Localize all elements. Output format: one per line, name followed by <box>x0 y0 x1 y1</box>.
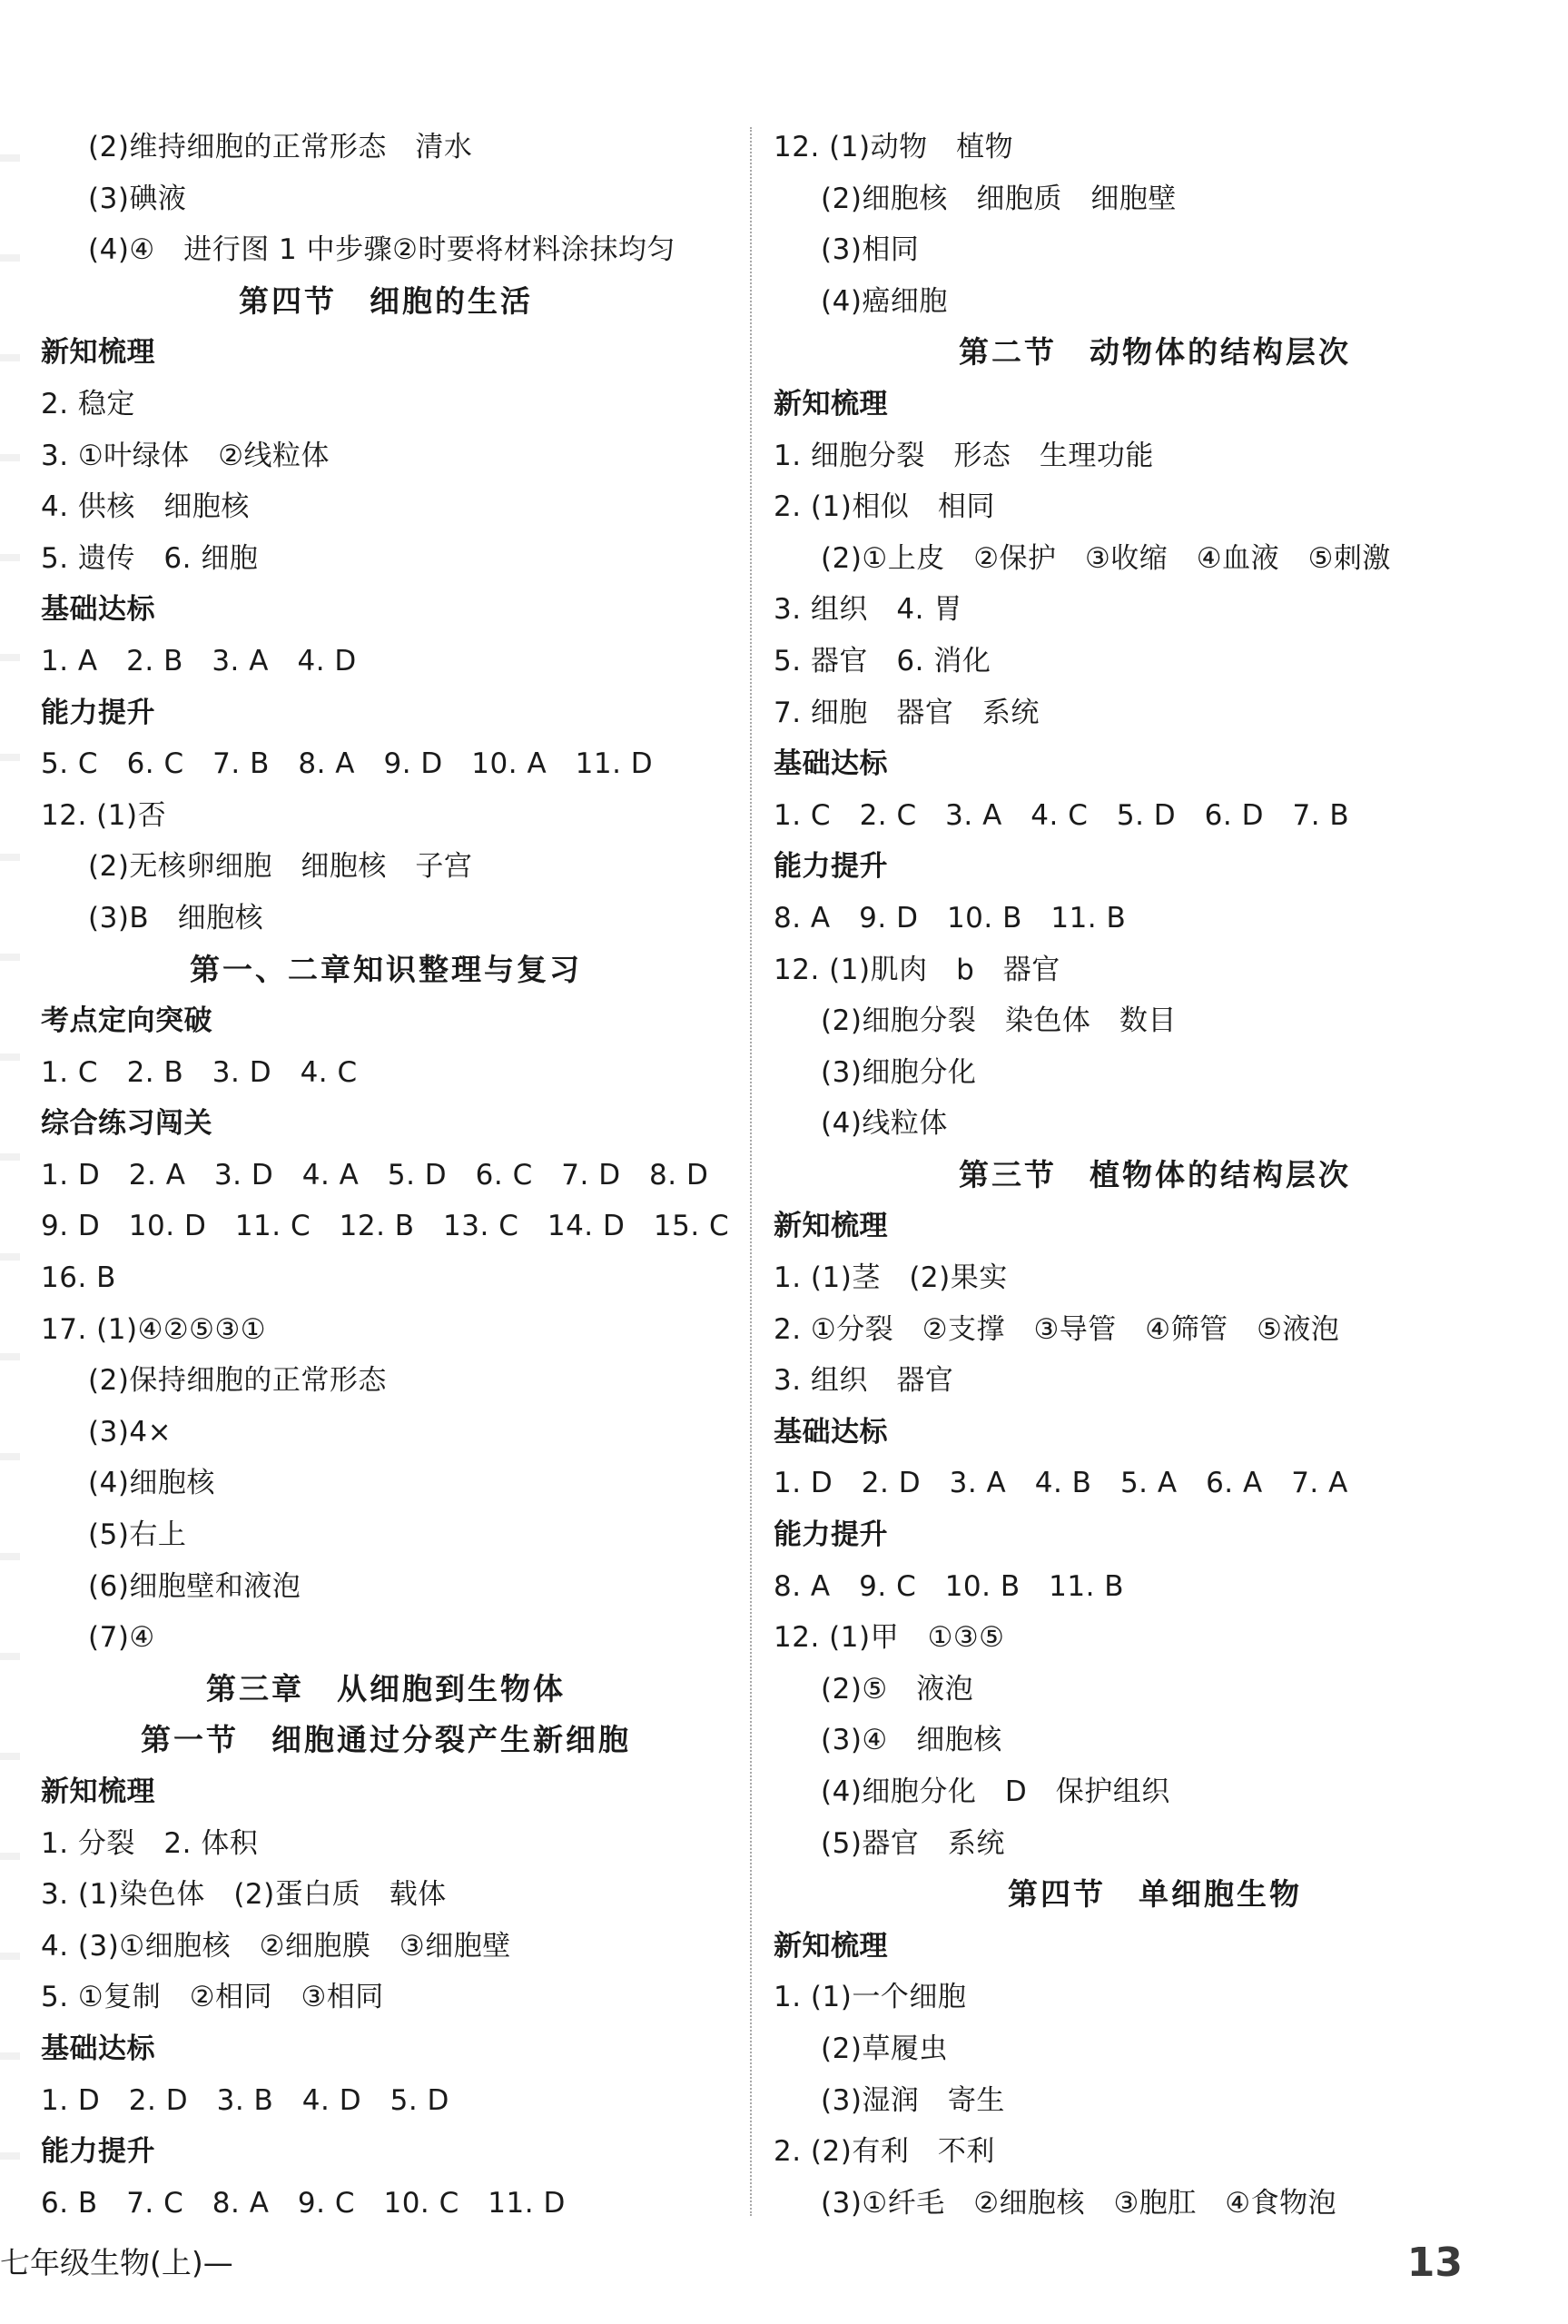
answer-subline: (2)⑤ 液泡 <box>821 1672 974 1706</box>
page-footer <box>0 2236 1568 2290</box>
answer-line: 8. A 9. C 10. B 11. B <box>774 1569 1125 1603</box>
section-heading: 考点定向突破 <box>41 1004 212 1038</box>
answer-line: 2. (2)有利 不利 <box>774 2135 995 2169</box>
answer-line: 12. (1)否 <box>41 798 167 832</box>
answer-line: 3. 组织 器官 <box>774 1364 954 1398</box>
section-heading: 新知梳理 <box>774 1929 888 1963</box>
section-heading: 基础达标 <box>41 2032 155 2065</box>
answer-line: 5. 遗传 6. 细胞 <box>41 541 259 575</box>
answer-line: 5. ①复制 ②相同 ③相同 <box>41 1981 384 2014</box>
answer-line: 2. 稳定 <box>41 387 135 420</box>
answer-line: 2. (1)相似 相同 <box>774 490 995 524</box>
section-title: 第三章 从细胞到生物体 <box>206 1670 566 1706</box>
section-heading: 新知梳理 <box>774 1210 888 1243</box>
answer-subline: (7)④ <box>88 1621 155 1655</box>
answer-subline: (2)维持细胞的正常形态 清水 <box>88 131 473 163</box>
footer-book-label: 七年级生物(上)— <box>0 2245 233 2280</box>
answer-line: 1. (1)一个细胞 <box>774 1981 967 2014</box>
answer-subline: (2)草履虫 <box>821 2032 948 2065</box>
section-title: 第一、二章知识整理与复习 <box>190 951 582 987</box>
answer-line: 3. ①叶绿体 ②线粒体 <box>41 439 330 472</box>
section-title: 第一节 细胞通过分裂产生新细胞 <box>141 1722 631 1758</box>
answer-line: 1. C 2. C 3. A 4. C 5. D 6. D 7. B <box>774 798 1350 832</box>
answer-subline: (4)线粒体 <box>821 1107 948 1141</box>
answer-line: 17. (1)④②⑤③① <box>41 1312 267 1346</box>
answer-line: 8. A 9. D 10. B 11. B <box>774 901 1127 935</box>
answer-line: 4. 供核 细胞核 <box>41 490 250 524</box>
answer-line: 1. D 2. A 3. D 4. A 5. D 6. C 7. D 8. D <box>41 1158 709 1192</box>
answer-subline: (4)癌细胞 <box>821 284 948 318</box>
section-heading: 能力提升 <box>774 850 888 884</box>
section-heading: 基础达标 <box>774 747 888 781</box>
answer-line: 7. 细胞 器官 系统 <box>774 696 1040 729</box>
section-heading: 能力提升 <box>774 1518 888 1552</box>
answer-subline: (3)碘液 <box>88 182 187 215</box>
column-divider <box>750 127 752 2216</box>
answer-subline: (2)无核卵细胞 细胞核 子宫 <box>88 850 473 884</box>
answer-line: 5. C 6. C 7. B 8. A 9. D 10. A 11. D <box>41 747 654 781</box>
section-heading: 新知梳理 <box>774 387 888 420</box>
answer-line: 1. A 2. B 3. A 4. D <box>41 644 357 677</box>
answer-line: 16. B <box>41 1261 116 1295</box>
answer-subline: (6)细胞壁和液泡 <box>88 1569 301 1603</box>
answer-line: 3. 组织 4. 胃 <box>774 593 962 627</box>
answer-line: 3. (1)染色体 (2)蛋白质 载体 <box>41 1878 447 1912</box>
section-heading: 能力提升 <box>41 696 155 729</box>
answer-subline: (5)器官 系统 <box>821 1826 1005 1860</box>
answer-subline: (4)④ 进行图 1 中步骤②时要将材料涂抹均匀 <box>88 233 676 267</box>
section-heading: 新知梳理 <box>41 336 155 370</box>
answer-subline: (4)细胞核 <box>88 1467 215 1500</box>
answer-line: 12. (1)肌肉 b 器官 <box>774 953 1060 986</box>
answer-line: 4. (3)①细胞核 ②细胞膜 ③细胞壁 <box>41 1929 511 1963</box>
answer-subline: (3)湿润 寄生 <box>821 2083 1005 2117</box>
section-heading: 基础达标 <box>41 593 155 627</box>
answer-subline: (3)细胞分化 <box>821 1055 977 1089</box>
answer-subline: (2)细胞核 细胞质 细胞壁 <box>821 182 1177 215</box>
answer-subline: (5)右上 <box>88 1518 187 1552</box>
answer-line: 5. 器官 6. 消化 <box>774 644 991 677</box>
answer-line: 12. (1)甲 ①③⑤ <box>774 1621 1005 1655</box>
answer-line: 9. D 10. D 11. C 12. B 13. C 14. D 15. C <box>41 1210 730 1243</box>
answer-line: 1. C 2. B 3. D 4. C <box>41 1055 358 1089</box>
answer-line: 1. (1)茎 (2)果实 <box>774 1261 1008 1295</box>
page-number: 13 <box>1406 2240 1463 2286</box>
answer-subline: (3)相同 <box>821 233 920 267</box>
answer-subline: (2)①上皮 ②保护 ③收缩 ④血液 ⑤刺激 <box>821 541 1391 575</box>
section-heading: 综合练习闯关 <box>41 1107 212 1141</box>
right-column <box>774 122 1536 2229</box>
answer-subline: (3)4× <box>88 1415 173 1449</box>
left-column <box>41 122 731 2229</box>
answer-subline: (3)B 细胞核 <box>88 901 264 935</box>
section-heading: 新知梳理 <box>41 1775 155 1808</box>
answer-line: 2. ①分裂 ②支撑 ③导管 ④筛管 ⑤液泡 <box>774 1312 1340 1346</box>
answer-subline: (3)①纤毛 ②细胞核 ③胞肛 ④食物泡 <box>821 2186 1337 2220</box>
section-heading: 基础达标 <box>774 1415 888 1449</box>
binding-margin <box>0 109 20 2171</box>
answer-line: 6. B 7. C 8. A 9. C 10. C 11. D <box>41 2186 566 2220</box>
answer-line: 1. 细胞分裂 形态 生理功能 <box>774 439 1154 472</box>
section-heading: 能力提升 <box>41 2135 155 2169</box>
section-title: 第四节 细胞的生活 <box>239 282 533 319</box>
section-title: 第四节 单细胞生物 <box>1008 1876 1302 1913</box>
answer-subline: (2)细胞分裂 染色体 数目 <box>821 1004 1177 1038</box>
answer-subline: (2)保持细胞的正常形态 <box>88 1364 387 1398</box>
section-title: 第二节 动物体的结构层次 <box>959 334 1351 371</box>
answer-line: 1. D 2. D 3. B 4. D 5. D <box>41 2083 449 2117</box>
answer-subline: (3)④ 细胞核 <box>821 1724 1002 1757</box>
answer-line: 12. (1)动物 植物 <box>774 131 1014 163</box>
answer-line: 1. D 2. D 3. A 4. B 5. A 6. A 7. A <box>774 1467 1348 1500</box>
answer-line: 1. 分裂 2. 体积 <box>41 1826 259 1860</box>
section-title: 第三节 植物体的结构层次 <box>959 1156 1351 1192</box>
answer-subline: (4)细胞分化 D 保护组织 <box>821 1775 1170 1808</box>
